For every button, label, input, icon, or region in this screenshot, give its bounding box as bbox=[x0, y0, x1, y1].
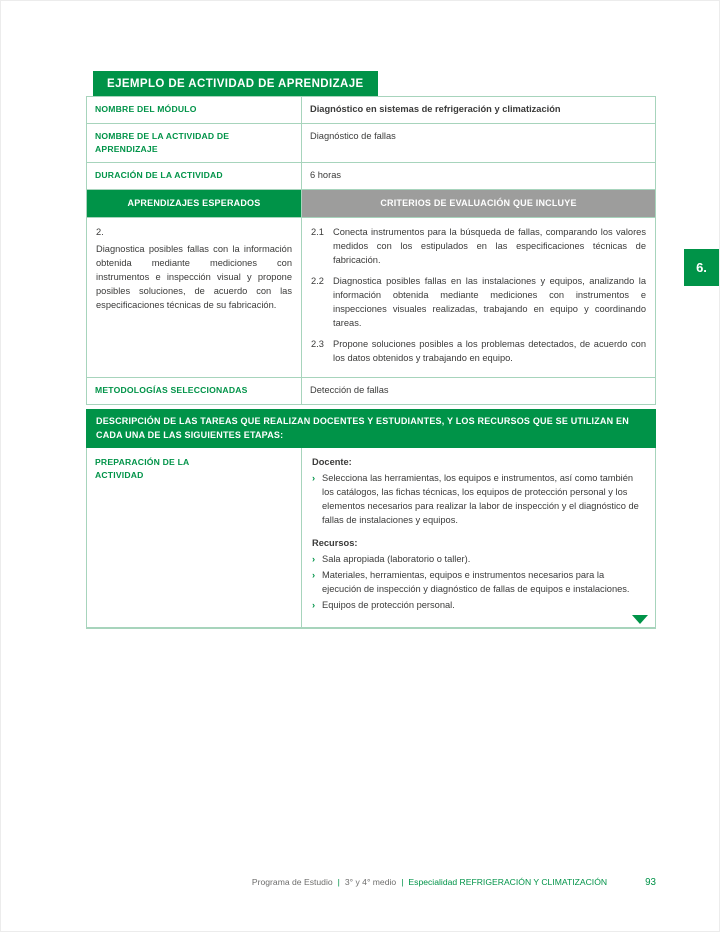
chapter-tab bbox=[684, 249, 719, 286]
tasks-description-header: DESCRIPCIÓN DE LAS TAREAS QUE REALIZAN DOCENTES Y ESTUDIANTES, Y LOS RECURSOS QUE SE UTILIZAN EN CADA UNA DE LAS SIGUIENTES ETAPAS: bbox=[86, 409, 656, 449]
module-value: Diagnóstico en sistemas de refrigeración y climatización bbox=[310, 104, 561, 114]
recursos-item-text: Materiales, herramientas, equipos e instrumentos necesarios para la ejecución de inspección y diagnóstico de fallas de equipos e instalaciones. bbox=[322, 569, 630, 594]
criterion-number: 2.2 bbox=[311, 275, 324, 286]
expected-learning-cell bbox=[87, 218, 302, 376]
footer-program: Programa de Estudio bbox=[251, 877, 333, 887]
criterion-text: Diagnostica posibles fallas en las instalaciones y equipos, analizando la información obtenida mediante mediciones con instrumentos e inspecciones visuales realizadas, trabajando en equipo y coordinando tareas. bbox=[333, 275, 646, 328]
recursos-item-text: Sala apropiada (laboratorio o taller). bbox=[322, 553, 471, 564]
bullet-icon: › bbox=[312, 599, 316, 610]
duration-value: 6 horas bbox=[310, 169, 342, 180]
table-row-methodology bbox=[87, 378, 655, 404]
criterion-number: 2.3 bbox=[311, 338, 324, 349]
table-row-activity-name bbox=[87, 124, 655, 163]
list-item bbox=[312, 553, 645, 567]
bullet-icon: › bbox=[312, 553, 316, 564]
methodology-label: METODOLOGÍAS SELECCIONADAS bbox=[87, 378, 302, 404]
duration-label: DURACIÓN DE LA ACTIVIDAD bbox=[87, 163, 302, 189]
methodology-value: Detección de fallas bbox=[310, 384, 389, 395]
preparation-label: PREPARACIÓN DE LA ACTIVIDAD bbox=[87, 448, 302, 626]
evaluation-criteria-header: CRITERIOS DE EVALUACIÓN QUE INCLUYE bbox=[302, 190, 655, 218]
table-row-duration bbox=[87, 163, 655, 190]
recursos-label: Recursos: bbox=[312, 537, 358, 548]
page-footer bbox=[252, 877, 656, 888]
footer-separator: | bbox=[401, 877, 404, 887]
criterion-item bbox=[311, 275, 646, 331]
bullet-icon: › bbox=[312, 569, 316, 580]
footer-separator: | bbox=[337, 877, 340, 887]
learning-criteria-row bbox=[87, 218, 655, 377]
learning-number: 2. bbox=[96, 227, 104, 238]
learning-text: Diagnostica posibles fallas con la información obtenida mediante mediciones con instrumentos e inspección visual y propone posibles soluciones, de acuerdo con las especificaciones técnicas de su fabricación. bbox=[96, 244, 292, 310]
list-item bbox=[312, 472, 645, 528]
preparation-table bbox=[86, 448, 656, 628]
criterion-item bbox=[311, 226, 646, 268]
footer-specialty: Especialidad REFRIGERACIÓN Y CLIMATIZACIÓN bbox=[408, 877, 608, 887]
continuation-arrow-icon bbox=[632, 615, 648, 624]
table-header-row bbox=[87, 190, 655, 219]
module-label: NOMBRE DEL MÓDULO bbox=[87, 97, 302, 123]
table-row-module bbox=[87, 97, 655, 124]
preparation-row bbox=[87, 448, 655, 627]
list-item bbox=[312, 569, 645, 597]
activity-info-table bbox=[86, 96, 656, 405]
footer-grades: 3° y 4° medio bbox=[344, 877, 397, 887]
criteria-cell bbox=[302, 218, 655, 376]
expected-learning-header: APRENDIZAJES ESPERADOS bbox=[87, 190, 302, 218]
list-item bbox=[312, 599, 645, 613]
criterion-text: Propone soluciones posibles a los problemas detectados, de acuerdo con los datos obtenidos y trabajando en equipo. bbox=[333, 338, 646, 363]
activity-example-section bbox=[86, 71, 656, 629]
section-title: EJEMPLO DE ACTIVIDAD DE APRENDIZAJE bbox=[93, 71, 378, 96]
page-number: 93 bbox=[645, 877, 656, 888]
docente-label: Docente: bbox=[312, 457, 352, 468]
preparation-content bbox=[302, 448, 655, 626]
criterion-text: Conecta instrumentos para la búsqueda de fallas, comparando los valores medidos con los estipulados en las especificaciones técnicas de fabricación. bbox=[333, 227, 646, 266]
criterion-number: 2.1 bbox=[311, 227, 324, 238]
activity-name-label: NOMBRE DE LA ACTIVIDAD DE APRENDIZAJE bbox=[87, 124, 302, 162]
chapter-number: 6. bbox=[696, 260, 707, 275]
docente-item-text: Selecciona las herramientas, los equipos e instrumentos, así como también los catálogos, las fichas técnicas, los equipos de protección personal y los elementos necesarios para realizar la labor de inspección y el diagnóstico de fallas de instalaciones y equipos. bbox=[322, 473, 639, 525]
activity-name-value: Diagnóstico de fallas bbox=[310, 130, 396, 141]
recursos-item-text: Equipos de protección personal. bbox=[322, 599, 455, 610]
criterion-item bbox=[311, 338, 646, 366]
bullet-icon: › bbox=[312, 473, 316, 484]
